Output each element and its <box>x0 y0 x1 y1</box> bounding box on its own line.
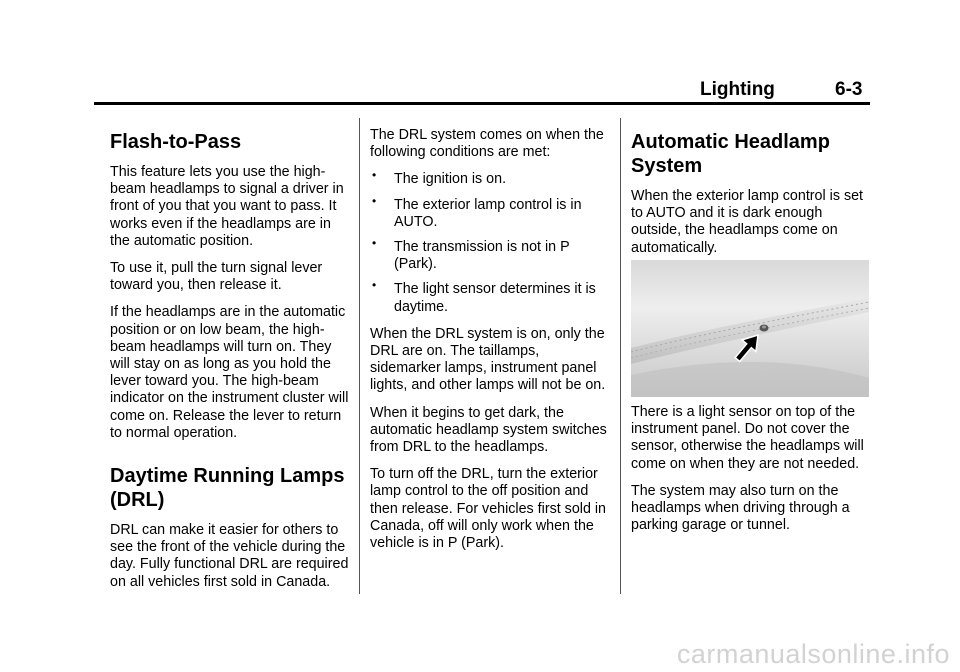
heading-flash-to-pass: Flash-to-Pass <box>110 131 242 153</box>
paragraph: To turn off the DRL, turn the exterior lamp control to the off position and then release. For vehicles first sold in Canada, off will only work when the vehicle is in P (Park). <box>370 466 607 552</box>
paragraph: DRL can make it easier for others to see the front of the vehicle during the day. Fully functional DRL are required on all vehicles first sold in Canada. <box>110 522 349 590</box>
paragraph: If the headlamps are in the automatic position or on low beam, the high-beam headlamps will turn on. They will stay on as long as you hold the lever toward you. The high-beam indicator on the instrument cluster will come on. Release the lever to return to normal operation. <box>110 304 349 441</box>
column-1 <box>110 118 350 601</box>
paragraph: When the DRL system is on, only the DRL are on. The taillamps, sidemarker lamps, instrument panel lights, and other lamps will not be on. <box>370 325 606 394</box>
conditions-list <box>370 168 610 315</box>
bullet-icon: • <box>372 236 377 251</box>
column-2 <box>370 118 610 562</box>
paragraph: When it begins to get dark, the automatic headlamp system switches from DRL to the headlamps. <box>370 404 607 456</box>
column-divider-2 <box>620 118 621 594</box>
bullet-icon: • <box>372 168 377 183</box>
column-3 <box>631 118 871 267</box>
heading-automatic-headlamp-system: Automatic Headlamp System <box>631 131 830 177</box>
header-rule <box>94 102 870 105</box>
column-3-continued <box>631 404 871 544</box>
page-number: 6-3 <box>835 79 863 100</box>
list-item: • The exterior lamp control is in AUTO. <box>372 193 582 230</box>
paragraph: When the exterior lamp control is set to AUTO and it is dark enough outside, the headlamps come on automatically. <box>631 188 864 256</box>
light-sensor-photo <box>631 260 869 397</box>
paragraph: To use it, pull the turn signal lever toward you, then release it. <box>110 260 323 294</box>
watermark: carmanualsonline.info <box>676 639 950 669</box>
paragraph: The DRL system comes on when the following conditions are met: <box>370 127 604 161</box>
list-item: • The light sensor determines it is daytime. <box>372 278 596 315</box>
list-item: • The ignition is on. <box>372 168 507 188</box>
paragraph: There is a light sensor on top of the instrument panel. Do not cover the sensor, otherwise the headlamps will come on when they are not needed. <box>631 404 864 472</box>
page-section-title: Lighting <box>700 79 775 100</box>
bullet-icon: • <box>372 193 377 208</box>
bullet-icon: • <box>372 278 377 293</box>
heading-daytime-running-lamps: Daytime Running Lamps (DRL) <box>110 465 345 512</box>
column-divider-1 <box>359 118 360 594</box>
paragraph: This feature lets you use the high-beam headlamps to signal a driver in front of you that you want to pass. It works even if the headlamps are in the automatic position. <box>110 164 344 249</box>
list-item: • The transmission is not in P (Park). <box>372 236 570 273</box>
paragraph: The system may also turn on the headlamps when driving through a parking garage or tunnel. <box>631 482 850 534</box>
